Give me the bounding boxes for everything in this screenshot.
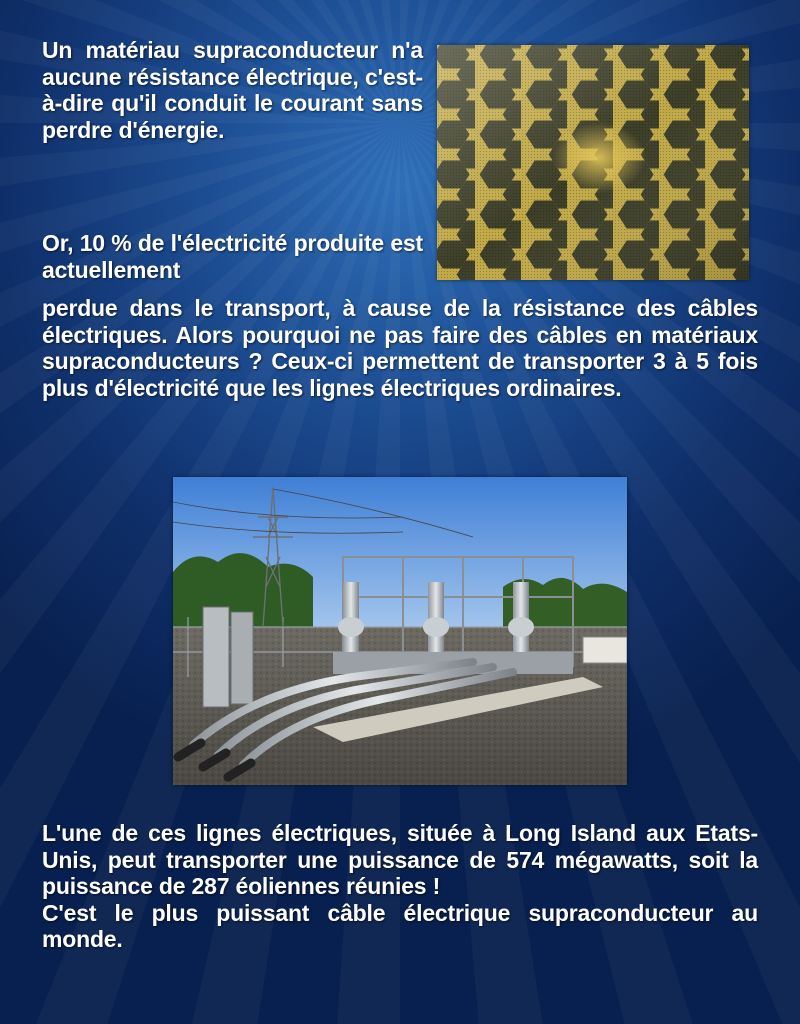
paragraph-loss-detail: perdue dans le transport, à cause de la résistance des câbles électriques. Alors pourquoi ne pas faire des câbles en matériaux supraconducteurs ? Ceux-ci permettent de transporter 3 à 5 fois plus d'électricité que les lignes électriques ordinaires. — [42, 295, 758, 401]
paragraph-long-island-line2: C'est le plus puissant câble électrique supraconducteur au monde. — [42, 899, 758, 952]
paragraph-loss-intro: Or, 10 % de l'électricité produite est actuellement — [42, 230, 423, 283]
paragraph-superconductor-definition: Un matériau supraconducteur n'a aucune résistance électrique, c'est-à-dire qu'il conduit le courant sans perdre d'énergie. — [42, 37, 423, 143]
paragraph-long-island — [42, 820, 758, 953]
honeycomb-superconductor-image — [437, 45, 749, 280]
substation-photo — [173, 477, 627, 785]
paragraph-long-island-line1: L'une de ces lignes électriques, située à Long Island aux Etats-Unis, peut transporter une puissance de 574 mégawatts, soit la puissance de 287 éoliennes réunies ! — [42, 820, 758, 899]
